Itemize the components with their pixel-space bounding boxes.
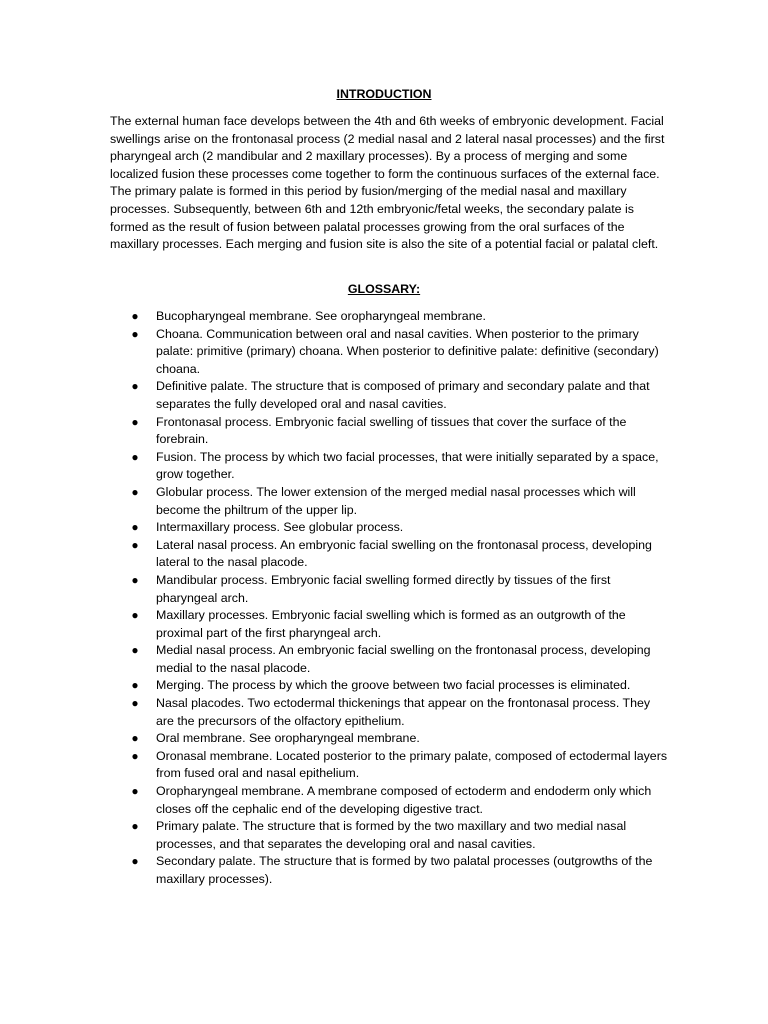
glossary-item — [110, 414, 670, 449]
glossary-item — [110, 572, 670, 607]
glossary-item — [110, 537, 670, 572]
glossary-item-text: Definitive palate. The structure that is composed of primary and secondary palate and that separates the fully developed oral and nasal cavities. — [156, 379, 650, 411]
bullet-icon: ● — [131, 326, 139, 341]
glossary-item-text: Medial nasal process. An embryonic facial swelling on the frontonasal process, developing medial to the nasal placode. — [156, 643, 651, 675]
glossary-item — [110, 326, 670, 379]
glossary-item — [110, 519, 670, 537]
glossary-item-text: Globular process. The lower extension of the merged medial nasal processes which will become the philtrum of the upper lip. — [156, 484, 636, 517]
glossary-item-text: Secondary palate. The structure that is formed by two palatal processes (outgrowths of the maxillary processes). — [156, 854, 653, 886]
bullet-icon: ● — [131, 643, 139, 658]
glossary-item-text: Choana. Communication between oral and nasal cavities. When posterior to the primary palate: primitive (primary) choana. When posterior to definitive palate: definitive (secondary) choana. — [156, 326, 659, 376]
bullet-icon: ● — [131, 819, 139, 834]
bullet-icon: ● — [131, 572, 139, 587]
glossary-item — [110, 607, 670, 642]
glossary-item-text: Primary palate. The structure that is formed by the two maxillary and two medial nasal processes, and that separates the developing oral and nasal cavities. — [156, 819, 627, 851]
introduction-paragraph: The external human face develops between the 4th and 6th weeks of embryonic development. Facial swellings arise on the frontonasal process (2 medial nasal and 2 lateral nasal processes) and the first pharyngeal arch (2 mandibular and 2 maxillary processes). By a process of merging and some localized fusion these processes come together to form the continuous surfaces of the external face. The primary palate is formed in this period by fusion/merging of the medial nasal and maxillary processes. Subsequently, between 6th and 12th embryonic/fetal weeks, the secondary palate is formed as the result of fusion between palatal processes growing from the oral surfaces of the maxillary processes. Each merging and fusion site is also the site of a potential facial or palatal cleft. — [110, 114, 665, 252]
glossary-list — [110, 308, 670, 889]
bullet-icon: ● — [131, 449, 139, 464]
glossary-item — [110, 783, 670, 818]
bullet-icon: ● — [131, 678, 139, 693]
glossary-item — [110, 853, 670, 888]
glossary-item-text: Nasal placodes. Two ectodermal thickenings that appear on the frontonasal process. They are the precursors of the olfactory epithelium. — [156, 696, 651, 728]
glossary-item-text: Bucopharyngeal membrane. See oropharyngeal membrane. — [156, 309, 486, 323]
glossary-item-text: Oral membrane. See oropharyngeal membrane. — [156, 731, 420, 746]
glossary-item — [110, 748, 670, 783]
bullet-icon: ● — [131, 520, 139, 535]
bullet-icon: ● — [131, 309, 139, 323]
glossary-item-text: Merging. The process by which the groove between two facial processes is eliminated. — [156, 678, 631, 693]
bullet-icon: ● — [131, 379, 139, 394]
bullet-icon: ● — [131, 696, 139, 711]
bullet-icon: ● — [131, 731, 139, 746]
bullet-icon: ● — [131, 414, 139, 429]
glossary-item-text: Oropharyngeal membrane. A membrane composed of ectoderm and endoderm only which closes off the cephalic end of the developing digestive tract. — [156, 784, 652, 816]
glossary-item — [110, 677, 670, 695]
glossary-item — [110, 308, 670, 326]
glossary-item-text: Lateral nasal process. An embryonic facial swelling on the frontonasal process, developing lateral to the nasal placode. — [156, 537, 652, 570]
glossary-item-text: Frontonasal process. Embryonic facial swelling of tissues that cover the surface of the forebrain. — [156, 414, 627, 447]
glossary-item — [110, 484, 670, 519]
introduction-heading: INTRODUCTION — [336, 87, 432, 101]
bullet-icon: ● — [131, 537, 139, 552]
glossary-item — [110, 378, 670, 413]
glossary-item — [110, 695, 670, 730]
bullet-icon: ● — [131, 784, 139, 799]
glossary-item-text: Mandibular process. Embryonic facial swelling formed directly by tissues of the first pharyngeal arch. — [156, 572, 611, 605]
glossary-item — [110, 730, 670, 748]
bullet-icon: ● — [131, 748, 139, 763]
glossary-heading: GLOSSARY: — [347, 282, 421, 296]
bullet-icon: ● — [131, 484, 139, 499]
glossary-item-text: Maxillary processes. Embryonic facial swelling which is formed as an outgrowth of the proximal part of the first pharyngeal arch. — [156, 608, 626, 640]
glossary-item — [110, 818, 670, 853]
glossary-item — [110, 449, 670, 484]
bullet-icon: ● — [131, 854, 139, 869]
glossary-item-text: Oronasal membrane. Located posterior to the primary palate, composed of ectodermal layers from fused oral and nasal epithelium. — [156, 748, 668, 781]
bullet-icon: ● — [131, 608, 139, 623]
glossary-item — [110, 642, 670, 677]
glossary-item-text: Fusion. The process by which two facial processes, that were initially separated by a space, grow together. — [156, 449, 659, 482]
glossary-item-text: Intermaxillary process. See globular process. — [156, 520, 404, 535]
